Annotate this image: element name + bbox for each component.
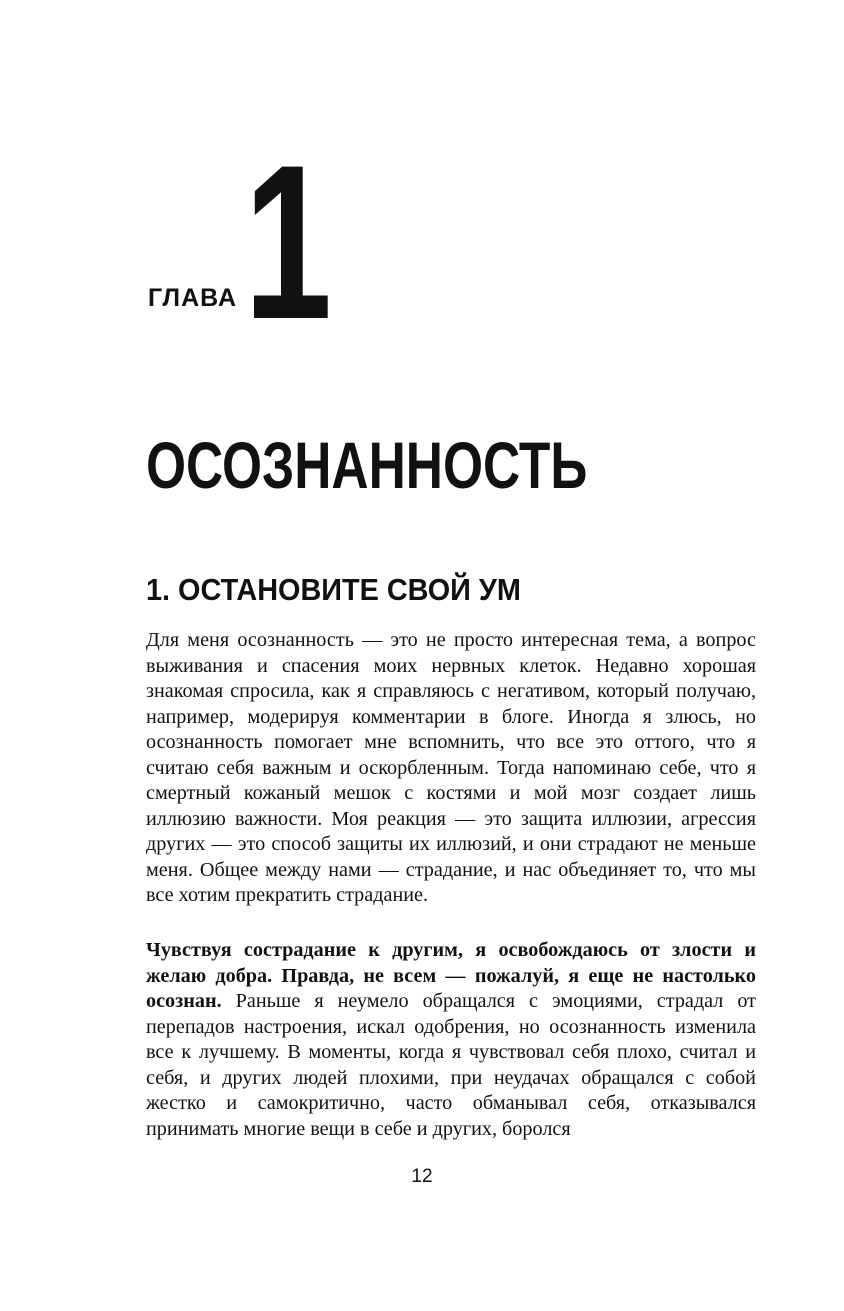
section-title: 1. ОСТАНОВИТЕ СВОЙ УМ [146,572,521,607]
chapter-label: ГЛАВА [148,284,238,312]
paragraph-2-bold-lead: Чувствуя сострадание к другим, я освобождаюсь от злости и желаю добра. Правда, не всем — пожалуй, я еще не настолько осознан. [146,939,756,1012]
paragraph-2-text: Раньше я неумело обращался с эмоциями, страдал от перепадов настроения, искал одобрения, но осознанность изменила все к лучшему. В моменты, когда я чувствовал себя плохо, считал и себя, и других людей плохими, при неудачах обращался с собой жестко и самокритично, часто обманывал себя, отказывался принимать многие вещи в себе и других, боролся [146,990,756,1140]
chapter-title: ОСОЗНАННОСТЬ [146,428,588,502]
page-number: 12 [411,1166,433,1187]
chapter-number: 1 [244,119,333,365]
paragraph-2 [146,938,756,1142]
paragraph-1: Для меня осознанность — это не просто интересная тема, а вопрос выживания и спасения моих нервных клеток. Недавно хорошая знакомая спросила, как я справляюсь с негативом, который получаю, например, модерируя комментарии в блоге. Иногда я злюсь, но осознанность помогает мне вспомнить, что все это оттого, что я считаю себя важным и оскорбленным. Тогда напоминаю себе, что я смертный кожаный мешок с костями и мой мозг создает лишь иллюзию важности. Моя реакция — это защита иллюзии, агрессия других — это способ защиты их иллюзий, и они страдают не меньше меня. Общее между нами — страдание, и нас объединяет то, что мы все хотим прекратить страдание. [146,629,756,906]
